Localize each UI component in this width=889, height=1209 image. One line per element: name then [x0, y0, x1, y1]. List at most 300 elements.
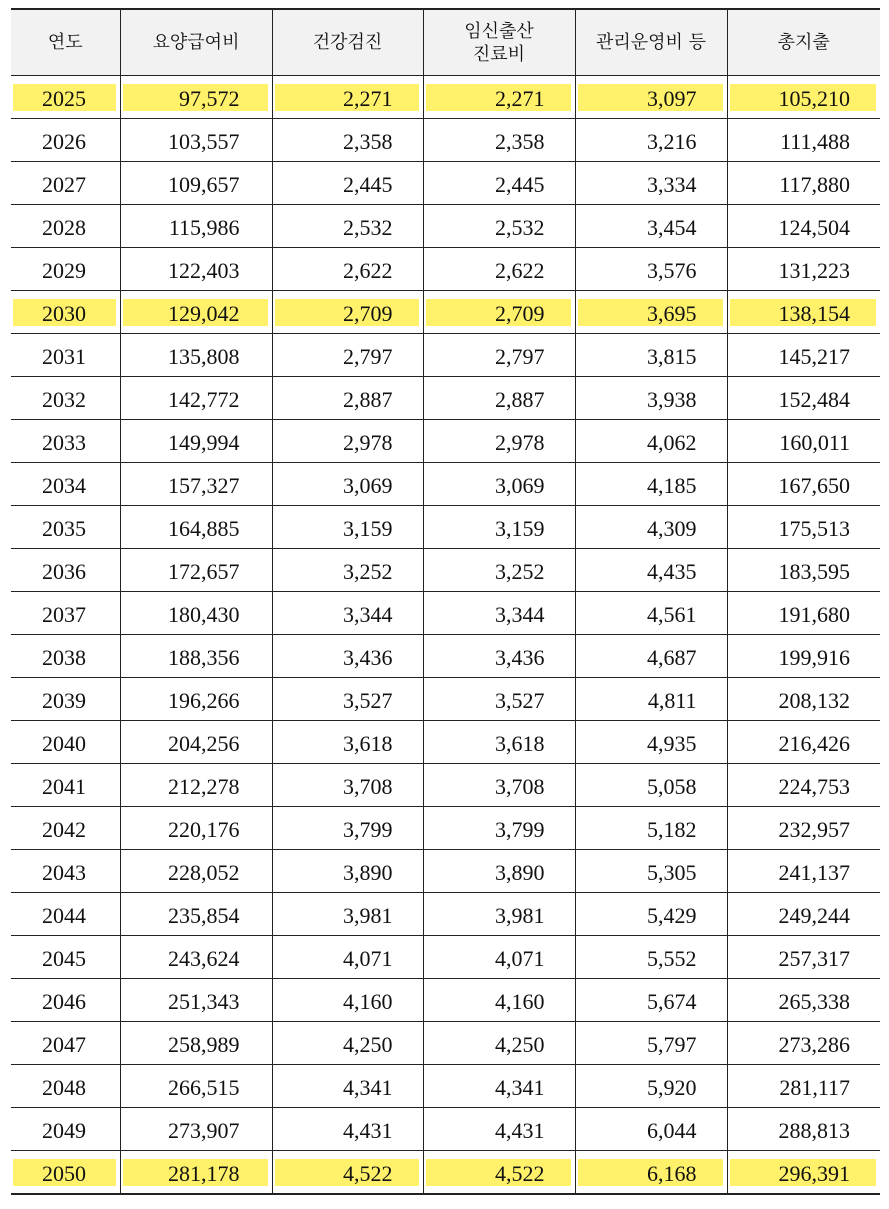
cell-care-benefit	[120, 936, 272, 979]
header-pregnancy-line-1: 임신출산	[464, 20, 534, 42]
cell-value: 160,011	[779, 429, 850, 455]
cell-year	[11, 463, 120, 506]
cell-total	[727, 678, 880, 721]
table-row	[11, 807, 880, 850]
header-total-label: 총지출	[777, 32, 830, 53]
cell-care-benefit	[120, 979, 272, 1022]
cell-care-benefit	[120, 635, 272, 678]
cell-value: 2031	[42, 343, 86, 369]
cell-value: 243,624	[168, 945, 240, 971]
cell-value: 131,223	[778, 257, 850, 283]
cell-total	[727, 721, 880, 764]
header-health-checkup-label: 건강검진	[312, 32, 383, 53]
cell-value: 122,403	[168, 257, 240, 283]
cell-value: 183,595	[778, 558, 850, 584]
cell-value: 4,811	[647, 687, 697, 713]
cell-admin-cost	[575, 979, 727, 1022]
table-row	[11, 635, 880, 678]
cell-pregnancy-childbirth	[423, 463, 575, 506]
table-row	[11, 1151, 880, 1195]
cell-pregnancy-childbirth	[423, 764, 575, 807]
cell-admin-cost	[575, 119, 727, 162]
cell-value: 2032	[42, 386, 86, 412]
cell-value: 281,178	[123, 1159, 268, 1186]
cell-care-benefit	[120, 1108, 272, 1151]
cell-care-benefit	[120, 420, 272, 463]
cell-value: 115,986	[168, 214, 240, 240]
cell-value: 2,797	[495, 343, 545, 369]
cell-year	[11, 1065, 120, 1108]
cell-year	[11, 764, 120, 807]
cell-health-checkup	[272, 1151, 423, 1195]
cell-admin-cost	[575, 162, 727, 205]
cell-value: 138,154	[730, 299, 877, 326]
cell-year	[11, 377, 120, 420]
cell-year	[11, 76, 120, 119]
cell-value: 3,890	[343, 859, 393, 885]
cell-health-checkup	[272, 334, 423, 377]
cell-value: 109,657	[168, 171, 240, 197]
cell-total	[727, 1065, 880, 1108]
cell-admin-cost	[575, 1151, 727, 1195]
cell-value: 2,797	[343, 343, 393, 369]
cell-value: 2,445	[343, 171, 393, 197]
cell-value: 2043	[42, 859, 86, 885]
table-row	[11, 334, 880, 377]
cell-value: 6,168	[578, 1159, 723, 1186]
cell-health-checkup	[272, 592, 423, 635]
cell-total	[727, 377, 880, 420]
cell-care-benefit	[120, 463, 272, 506]
cell-total	[727, 764, 880, 807]
cell-health-checkup	[272, 205, 423, 248]
cell-pregnancy-childbirth	[423, 334, 575, 377]
table-row	[11, 764, 880, 807]
cell-value: 4,522	[275, 1159, 419, 1186]
cell-value: 6,044	[647, 1117, 697, 1143]
cell-value: 4,071	[495, 945, 545, 971]
cell-year	[11, 420, 120, 463]
table-header	[11, 9, 880, 76]
cell-year	[11, 635, 120, 678]
cell-health-checkup	[272, 979, 423, 1022]
cell-year	[11, 979, 120, 1022]
cell-value: 2,709	[426, 299, 571, 326]
cell-value: 3,576	[647, 257, 697, 283]
cell-admin-cost	[575, 463, 727, 506]
header-care-benefit	[120, 9, 272, 76]
cell-value: 216,426	[778, 730, 850, 756]
cell-health-checkup	[272, 807, 423, 850]
cell-total	[727, 893, 880, 936]
cell-health-checkup	[272, 291, 423, 334]
cell-health-checkup	[272, 1108, 423, 1151]
cell-value: 3,159	[495, 515, 545, 541]
cell-year	[11, 1022, 120, 1065]
cell-value: 2,532	[495, 214, 545, 240]
cell-value: 2049	[42, 1117, 86, 1143]
cell-value: 3,097	[578, 84, 723, 111]
table-row	[11, 979, 880, 1022]
cell-admin-cost	[575, 592, 727, 635]
cell-value: 3,454	[647, 214, 697, 240]
cell-value: 2040	[42, 730, 86, 756]
cell-year	[11, 1108, 120, 1151]
cell-value: 129,042	[123, 299, 268, 326]
header-pregnancy-childbirth	[423, 9, 575, 76]
cell-value: 266,515	[168, 1074, 240, 1100]
cell-value: 199,916	[778, 644, 850, 670]
cell-health-checkup	[272, 506, 423, 549]
cell-health-checkup	[272, 549, 423, 592]
cell-total	[727, 1108, 880, 1151]
cell-health-checkup	[272, 76, 423, 119]
expenditure-table	[11, 8, 880, 1195]
cell-admin-cost	[575, 506, 727, 549]
cell-care-benefit	[120, 1151, 272, 1195]
cell-value: 249,244	[778, 902, 850, 928]
cell-admin-cost	[575, 420, 727, 463]
cell-care-benefit	[120, 850, 272, 893]
cell-admin-cost	[575, 1065, 727, 1108]
cell-value: 3,981	[343, 902, 393, 928]
cell-care-benefit	[120, 1065, 272, 1108]
table-row	[11, 377, 880, 420]
cell-value: 3,695	[578, 299, 723, 326]
cell-value: 220,176	[168, 816, 240, 842]
table-row	[11, 76, 880, 119]
cell-value: 111,488	[780, 128, 850, 154]
cell-year	[11, 721, 120, 764]
cell-value: 3,527	[343, 687, 393, 713]
cell-value: 3,344	[495, 601, 545, 627]
cell-total	[727, 635, 880, 678]
cell-value: 273,286	[778, 1031, 850, 1057]
cell-value: 3,618	[495, 730, 545, 756]
cell-value: 2038	[42, 644, 86, 670]
cell-care-benefit	[120, 807, 272, 850]
cell-value: 2,978	[343, 429, 393, 455]
cell-health-checkup	[272, 850, 423, 893]
cell-value: 4,160	[495, 988, 545, 1014]
cell-value: 4,435	[647, 558, 697, 584]
cell-value: 241,137	[778, 859, 850, 885]
table-row	[11, 678, 880, 721]
cell-pregnancy-childbirth	[423, 1151, 575, 1195]
cell-value: 4,341	[495, 1074, 545, 1100]
cell-health-checkup	[272, 420, 423, 463]
cell-value: 3,069	[343, 472, 393, 498]
cell-value: 180,430	[168, 601, 240, 627]
table-container	[11, 8, 880, 1195]
cell-admin-cost	[575, 635, 727, 678]
cell-pregnancy-childbirth	[423, 76, 575, 119]
table-row	[11, 291, 880, 334]
cell-value: 2036	[42, 558, 86, 584]
cell-value: 258,989	[168, 1031, 240, 1057]
cell-value: 5,058	[647, 773, 697, 799]
table-row	[11, 205, 880, 248]
cell-value: 4,309	[647, 515, 697, 541]
cell-health-checkup	[272, 377, 423, 420]
cell-value: 2,978	[495, 429, 545, 455]
header-admin-cost-label: 관리운영비 등	[595, 32, 707, 53]
cell-care-benefit	[120, 549, 272, 592]
cell-value: 4,185	[647, 472, 697, 498]
table-row	[11, 936, 880, 979]
cell-value: 2046	[42, 988, 86, 1014]
cell-care-benefit	[120, 592, 272, 635]
cell-value: 2041	[42, 773, 86, 799]
cell-value: 224,753	[778, 773, 850, 799]
cell-admin-cost	[575, 1022, 727, 1065]
header-health-checkup	[272, 9, 423, 76]
cell-value: 265,338	[778, 988, 850, 1014]
cell-value: 3,527	[495, 687, 545, 713]
cell-pregnancy-childbirth	[423, 1065, 575, 1108]
cell-year	[11, 162, 120, 205]
cell-value: 2027	[42, 171, 86, 197]
cell-value: 5,305	[647, 859, 697, 885]
cell-value: 288,813	[778, 1117, 850, 1143]
cell-pregnancy-childbirth	[423, 119, 575, 162]
table-row	[11, 119, 880, 162]
cell-care-benefit	[120, 291, 272, 334]
cell-pregnancy-childbirth	[423, 1022, 575, 1065]
cell-value: 2029	[42, 257, 86, 283]
cell-total	[727, 936, 880, 979]
cell-total	[727, 76, 880, 119]
cell-health-checkup	[272, 119, 423, 162]
cell-value: 4,687	[647, 644, 697, 670]
cell-total	[727, 291, 880, 334]
cell-total	[727, 162, 880, 205]
cell-value: 3,216	[647, 128, 697, 154]
cell-value: 152,484	[778, 386, 850, 412]
cell-pregnancy-childbirth	[423, 420, 575, 463]
cell-value: 4,160	[343, 988, 393, 1014]
cell-value: 4,522	[426, 1159, 571, 1186]
cell-value: 5,674	[647, 988, 697, 1014]
cell-year	[11, 1151, 120, 1195]
cell-value: 4,431	[495, 1117, 545, 1143]
cell-value: 196,266	[168, 687, 240, 713]
cell-value: 2025	[13, 84, 116, 111]
table-row	[11, 721, 880, 764]
cell-admin-cost	[575, 549, 727, 592]
cell-year	[11, 549, 120, 592]
header-pregnancy-line-2: 진료비	[472, 43, 526, 65]
cell-value: 175,513	[778, 515, 850, 541]
cell-value: 2,622	[343, 257, 393, 283]
cell-value: 5,920	[647, 1074, 697, 1100]
cell-value: 105,210	[730, 84, 877, 111]
cell-value: 296,391	[730, 1159, 877, 1186]
cell-value: 3,708	[495, 773, 545, 799]
cell-value: 191,680	[778, 601, 850, 627]
cell-value: 3,938	[647, 386, 697, 412]
cell-value: 251,343	[168, 988, 240, 1014]
cell-year	[11, 205, 120, 248]
cell-total	[727, 549, 880, 592]
cell-value: 2,445	[495, 171, 545, 197]
cell-value: 3,708	[343, 773, 393, 799]
cell-value: 3,799	[495, 816, 545, 842]
cell-value: 232,957	[778, 816, 850, 842]
cell-pregnancy-childbirth	[423, 248, 575, 291]
cell-value: 4,341	[343, 1074, 393, 1100]
cell-value: 3,252	[495, 558, 545, 584]
cell-value: 3,981	[495, 902, 545, 928]
cell-care-benefit	[120, 162, 272, 205]
header-admin-cost	[575, 9, 727, 76]
cell-value: 2028	[42, 214, 86, 240]
cell-care-benefit	[120, 1022, 272, 1065]
cell-value: 2034	[42, 472, 86, 498]
cell-value: 5,182	[647, 816, 697, 842]
cell-year	[11, 334, 120, 377]
cell-pregnancy-childbirth	[423, 162, 575, 205]
cell-health-checkup	[272, 162, 423, 205]
cell-value: 4,250	[495, 1031, 545, 1057]
cell-value: 2,887	[495, 386, 545, 412]
cell-value: 103,557	[168, 128, 240, 154]
cell-health-checkup	[272, 893, 423, 936]
table-row	[11, 1108, 880, 1151]
cell-admin-cost	[575, 764, 727, 807]
cell-care-benefit	[120, 377, 272, 420]
cell-total	[727, 334, 880, 377]
cell-care-benefit	[120, 205, 272, 248]
cell-care-benefit	[120, 678, 272, 721]
table-body	[11, 76, 880, 1195]
cell-total	[727, 420, 880, 463]
cell-pregnancy-childbirth	[423, 850, 575, 893]
cell-pregnancy-childbirth	[423, 549, 575, 592]
cell-health-checkup	[272, 463, 423, 506]
cell-admin-cost	[575, 850, 727, 893]
cell-pregnancy-childbirth	[423, 721, 575, 764]
cell-pregnancy-childbirth	[423, 807, 575, 850]
cell-care-benefit	[120, 506, 272, 549]
cell-value: 188,356	[168, 644, 240, 670]
cell-total	[727, 979, 880, 1022]
cell-value: 124,504	[778, 214, 850, 240]
cell-value: 3,799	[343, 816, 393, 842]
cell-year	[11, 506, 120, 549]
cell-value: 2037	[42, 601, 86, 627]
cell-admin-cost	[575, 377, 727, 420]
cell-value: 149,994	[168, 429, 240, 455]
cell-value: 4,062	[647, 429, 697, 455]
cell-pregnancy-childbirth	[423, 205, 575, 248]
cell-year	[11, 893, 120, 936]
cell-pregnancy-childbirth	[423, 893, 575, 936]
cell-value: 204,256	[168, 730, 240, 756]
table-row	[11, 162, 880, 205]
cell-health-checkup	[272, 721, 423, 764]
cell-care-benefit	[120, 248, 272, 291]
cell-value: 212,278	[168, 773, 240, 799]
cell-value: 2,622	[495, 257, 545, 283]
cell-year	[11, 248, 120, 291]
table-row	[11, 1022, 880, 1065]
cell-value: 172,657	[168, 558, 240, 584]
cell-value: 3,334	[647, 171, 697, 197]
cell-health-checkup	[272, 248, 423, 291]
cell-pregnancy-childbirth	[423, 291, 575, 334]
table-row	[11, 506, 880, 549]
cell-year	[11, 678, 120, 721]
cell-admin-cost	[575, 1108, 727, 1151]
cell-value: 3,890	[495, 859, 545, 885]
header-row	[11, 9, 880, 76]
cell-pregnancy-childbirth	[423, 936, 575, 979]
cell-health-checkup	[272, 1065, 423, 1108]
cell-value: 2039	[42, 687, 86, 713]
cell-admin-cost	[575, 76, 727, 119]
cell-value: 3,618	[343, 730, 393, 756]
cell-value: 2,532	[343, 214, 393, 240]
cell-admin-cost	[575, 248, 727, 291]
cell-value: 5,552	[647, 945, 697, 971]
cell-year	[11, 119, 120, 162]
cell-admin-cost	[575, 205, 727, 248]
cell-value: 167,650	[778, 472, 850, 498]
header-year	[11, 9, 120, 76]
table-row	[11, 420, 880, 463]
cell-pregnancy-childbirth	[423, 592, 575, 635]
cell-value: 3,436	[343, 644, 393, 670]
cell-value: 235,854	[168, 902, 240, 928]
cell-value: 2,709	[275, 299, 419, 326]
cell-value: 2,358	[495, 128, 545, 154]
cell-health-checkup	[272, 936, 423, 979]
cell-value: 2033	[42, 429, 86, 455]
cell-value: 145,217	[778, 343, 850, 369]
cell-value: 2,358	[343, 128, 393, 154]
cell-health-checkup	[272, 1022, 423, 1065]
cell-value: 257,317	[778, 945, 850, 971]
cell-value: 142,772	[168, 386, 240, 412]
cell-total	[727, 850, 880, 893]
cell-pregnancy-childbirth	[423, 635, 575, 678]
cell-value: 4,250	[343, 1031, 393, 1057]
cell-value: 2,887	[343, 386, 393, 412]
table-row	[11, 248, 880, 291]
cell-value: 2030	[13, 299, 116, 326]
cell-care-benefit	[120, 334, 272, 377]
cell-value: 273,907	[168, 1117, 240, 1143]
cell-total	[727, 1022, 880, 1065]
cell-total	[727, 506, 880, 549]
cell-value: 5,429	[647, 902, 697, 928]
cell-pregnancy-childbirth	[423, 377, 575, 420]
cell-value: 228,052	[168, 859, 240, 885]
cell-pregnancy-childbirth	[423, 979, 575, 1022]
cell-care-benefit	[120, 764, 272, 807]
table-row	[11, 850, 880, 893]
cell-value: 3,252	[343, 558, 393, 584]
cell-value: 4,561	[647, 601, 697, 627]
cell-admin-cost	[575, 721, 727, 764]
cell-year	[11, 291, 120, 334]
cell-admin-cost	[575, 893, 727, 936]
cell-admin-cost	[575, 936, 727, 979]
cell-admin-cost	[575, 807, 727, 850]
cell-health-checkup	[272, 635, 423, 678]
cell-year	[11, 592, 120, 635]
